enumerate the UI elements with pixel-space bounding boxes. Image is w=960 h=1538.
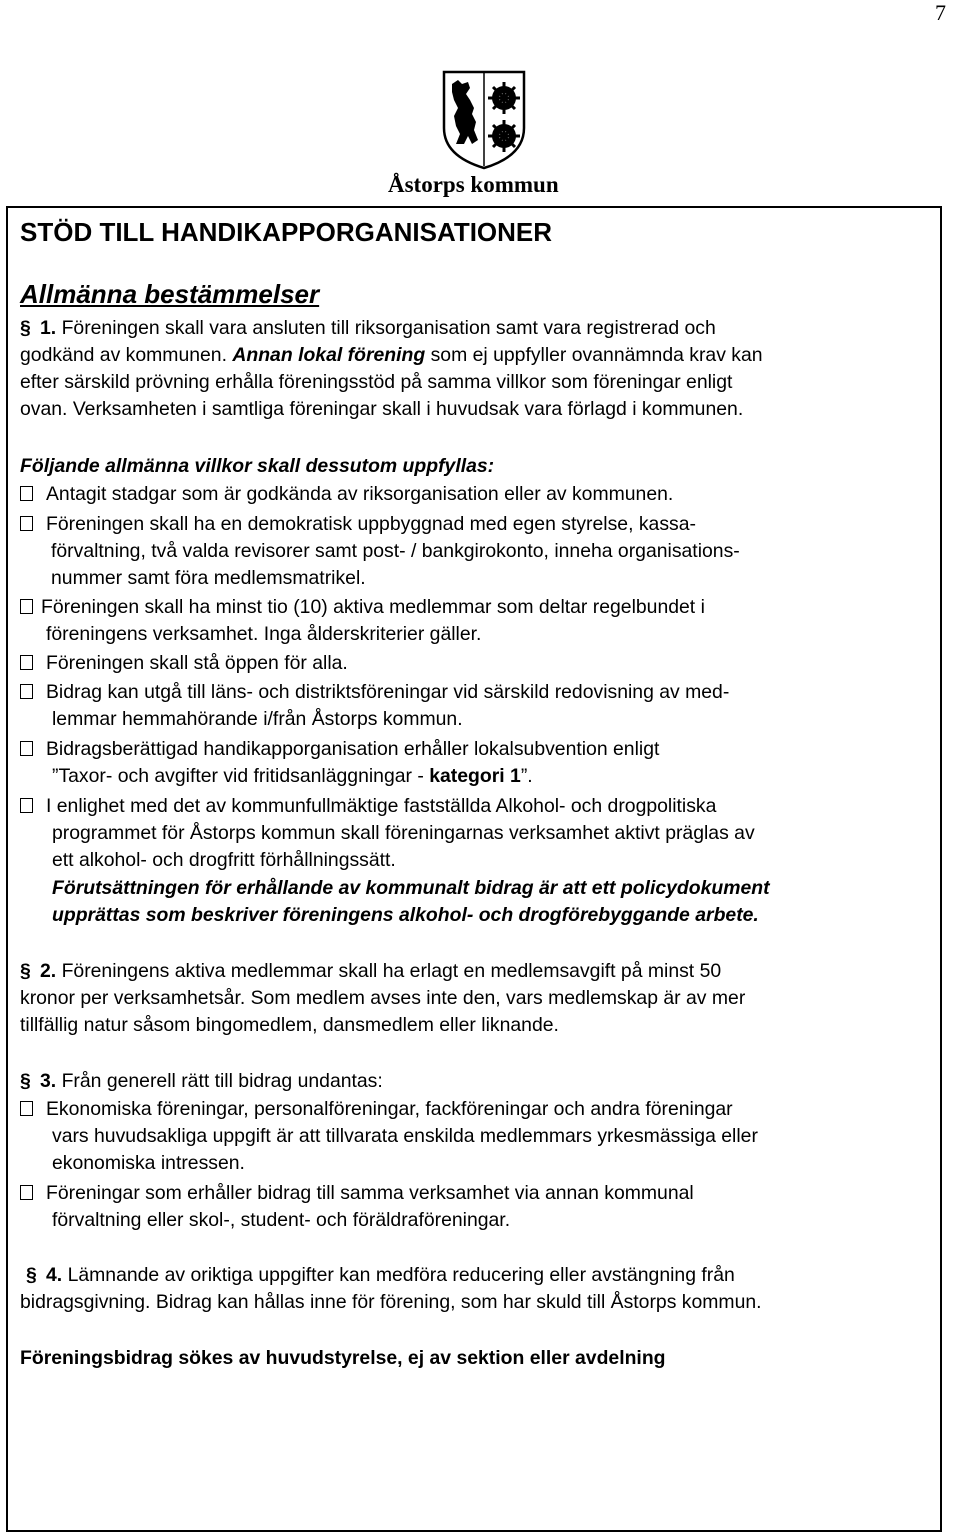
municipality-name: Åstorps kommun <box>388 172 559 197</box>
bullet-box-icon <box>20 741 33 756</box>
bullet-item-continuation: nummer samt föra medlemsmatrikel. <box>51 567 366 589</box>
policy-requirement-line-2: upprättas som beskriver föreningens alkohol- och drogförebyggande arbete. <box>52 904 759 926</box>
page-number: 7 <box>935 0 946 25</box>
bullet-item: Föreningar som erhåller bidrag till samma verksamhet via annan kommunal <box>20 1181 694 1205</box>
paragraph-symbol: § <box>20 960 31 982</box>
bullet-item-continuation: lemmar hemmahörande i/från Åstorps kommun. <box>52 708 463 730</box>
section-number: 1. <box>40 317 57 339</box>
section-number: 4. <box>46 1264 63 1286</box>
bullet-box-icon <box>20 798 33 813</box>
bullet-item: Bidrag kan utgå till läns- och distriktsföreningar vid särskild redovisning av med- <box>20 680 729 704</box>
municipality-coat-of-arms-logo <box>442 70 526 170</box>
paragraph-symbol: § <box>20 1070 31 1092</box>
section-number: 2. <box>40 960 57 982</box>
section-1-line-3: efter särskild prövning erhålla föreningsstöd på samma villkor som föreningar enligt <box>20 371 733 393</box>
bullet-box-icon <box>20 599 33 614</box>
policy-requirement-line-1: Förutsättningen för erhållande av kommunalt bidrag är att ett policydokument <box>52 877 770 899</box>
bullet-item: Bidragsberättigad handikapporganisation erhåller lokalsubvention enligt <box>20 737 659 761</box>
bullet-item: Föreningen skall stå öppen för alla. <box>20 651 348 675</box>
bullet-item-continuation: ekonomiska intressen. <box>52 1152 245 1174</box>
section-2-line-3: tillfällig natur såsom bingomedlem, dansmedlem eller liknande. <box>20 1014 559 1036</box>
section-4-line-2: bidragsgivning. Bidrag kan hållas inne för förening, som har skuld till Åstorps kommun. <box>20 1291 762 1313</box>
bullet-item-continuation: förvaltning eller skol-, student- och föräldraföreningar. <box>52 1209 511 1231</box>
conditions-heading: Följande allmänna villkor skall dessutom uppfyllas: <box>20 455 495 477</box>
paragraph-symbol: § <box>20 317 31 339</box>
bullet-box-icon <box>20 516 33 531</box>
paragraph-symbol: § <box>26 1264 37 1286</box>
bullet-box-icon <box>20 1185 33 1200</box>
bullet-box-icon <box>20 684 33 699</box>
bullet-item: Antagit stadgar som är godkända av riksorganisation eller av kommunen. <box>20 482 673 506</box>
section-4-line-1: § 4. Lämnande av oriktiga uppgifter kan medföra reducering eller avstängning från <box>26 1264 735 1286</box>
bullet-item-continuation: programmet för Åstorps kommun skall föreningarnas verksamhet aktivt präglas av <box>52 822 755 844</box>
bullet-item-continuation: vars huvudsakliga uppgift är att tillvarata enskilda medlemmars yrkesmässiga eller <box>52 1125 758 1147</box>
bullet-box-icon <box>20 655 33 670</box>
bullet-item: Ekonomiska föreningar, personalföreningar, fackföreningar och andra föreningar <box>20 1097 733 1121</box>
bullet-item-continuation: föreningens verksamhet. Inga ålderskriterier gäller. <box>46 623 482 645</box>
section-1-line-2: godkänd av kommunen. Annan lokal förening som ej uppfyller ovannämnda krav kan <box>20 344 763 366</box>
bullet-item-continuation: ”Taxor- och avgifter vid fritidsanläggningar - kategori 1”. <box>52 765 533 787</box>
section-subtitle: Allmänna bestämmelser <box>20 279 320 309</box>
section-3-intro: § 3. Från generell rätt till bidrag undantas: <box>20 1070 383 1092</box>
bullet-item-continuation: förvaltning, två valda revisorer samt post- / bankgirokonto, inneha organisations- <box>51 540 740 562</box>
section-2-line-1: § 2. Föreningens aktiva medlemmar skall ha erlagt en medlemsavgift på minst 50 <box>20 960 722 982</box>
bullet-item-continuation: ett alkohol- och drogfritt förhållningssätt. <box>52 849 396 871</box>
section-1-line-4: ovan. Verksamheten i samtliga föreningar skall i huvudsak vara förlagd i kommunen. <box>20 398 744 420</box>
bullet-item: Föreningen skall ha minst tio (10) aktiva medlemmar som deltar regelbundet i <box>20 595 705 619</box>
bullet-box-icon <box>20 1101 33 1116</box>
page-title: STÖD TILL HANDIKAPPORGANISATIONER <box>20 217 553 247</box>
footer-note: Föreningsbidrag sökes av huvudstyrelse, ej av sektion eller avdelning <box>20 1347 666 1369</box>
bullet-item: Föreningen skall ha en demokratisk uppbyggnad med egen styrelse, kassa- <box>20 512 696 536</box>
section-1-line-1: § 1. Föreningen skall vara ansluten till riksorganisation samt vara registrerad och <box>20 317 716 339</box>
section-2-line-2: kronor per verksamhetsår. Som medlem avses inte den, vars medlemskap är av mer <box>20 987 746 1009</box>
bullet-box-icon <box>20 486 33 501</box>
bullet-item: I enlighet med det av kommunfullmäktige fastställda Alkohol- och drogpolitiska <box>20 794 716 818</box>
section-number: 3. <box>40 1070 57 1092</box>
